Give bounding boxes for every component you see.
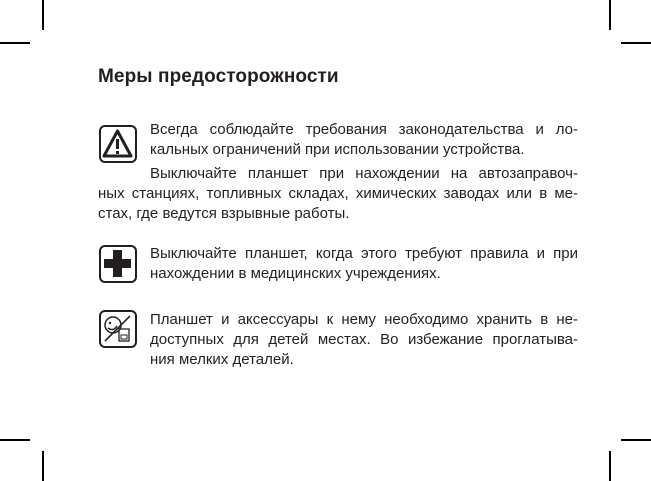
crop-mark <box>0 42 30 44</box>
crop-mark <box>609 0 611 30</box>
paragraph-line: нахождении в медицинских учреждениях. <box>150 265 441 282</box>
crop-mark <box>42 451 44 481</box>
page-title: Меры предосторожности <box>98 66 339 87</box>
paragraph-line: ния мелких деталей. <box>150 351 294 368</box>
medical-cross-icon <box>99 245 137 283</box>
crop-mark <box>621 439 651 441</box>
paragraph-line: Планшет и аксессуары к нему необходимо хранить в не- <box>150 311 578 328</box>
crop-mark <box>609 451 611 481</box>
paragraph-line: ных станциях, топливных складах, химических заводах или в ме- <box>98 185 578 202</box>
paragraph-line: Выключайте планшет при нахождении на автозаправоч- <box>150 165 578 182</box>
keep-away-from-children-icon <box>99 310 137 348</box>
paragraph-line: стах, где ведутся взрывные работы. <box>98 205 350 222</box>
crop-mark <box>42 0 44 30</box>
paragraph-line: Выключайте планшет, когда этого требуют правила и при <box>150 245 578 262</box>
paragraph-line: Всегда соблюдайте требования законодательства и ло- <box>150 121 578 138</box>
warning-triangle-icon <box>99 125 137 163</box>
paragraph-line: доступных для детей местах. Во избежание проглатыва- <box>150 331 578 348</box>
crop-mark <box>0 439 30 441</box>
crop-mark <box>621 42 651 44</box>
paragraph-line: кальных ограничений при использовании устройства. <box>150 141 525 158</box>
